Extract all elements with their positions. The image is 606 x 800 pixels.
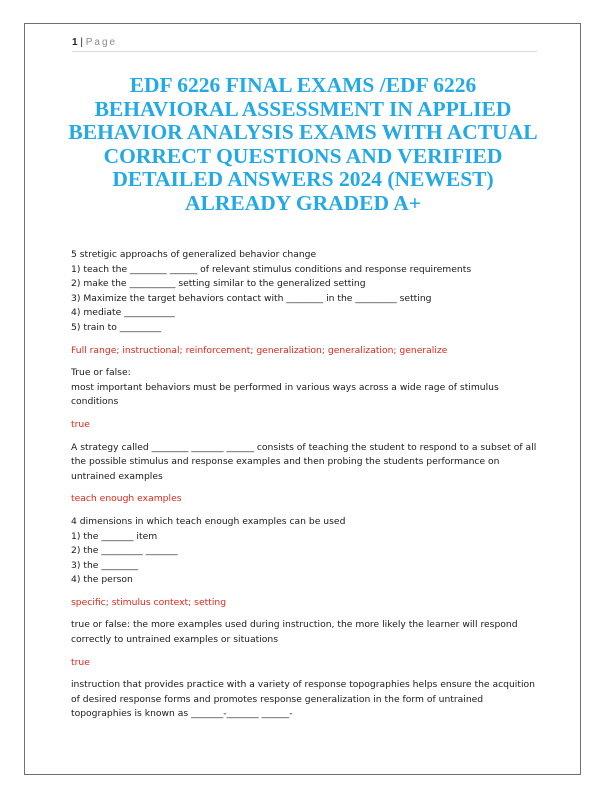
question-6: instruction that provides practice with a variety of response topographies helps ensure the acquition of desired response forms and promotes response generalization in the form of untrained topographies is known as _______-_______ ______- xyxy=(71,679,535,720)
question-2: True or false: most important behaviors must be performed in various ways across a wide rage of stimulus conditions xyxy=(71,367,499,408)
qa-content xyxy=(71,248,541,722)
page-word: Page xyxy=(85,37,118,48)
question-1: 5 stretigic approachs of generalized behavior change 1) teach the ________ ______ of relevant stimulus conditions and response requirements 2) make the __________ setting similar to the generalized setting 3) Maximize the target behaviors contact with ________ in the _________ setting 4) mediate ___________ 5) train to _________ xyxy=(71,249,472,333)
page-separator: | xyxy=(77,37,86,48)
question-4: 4 dimensions in which teach enough examples can be used 1) the _______ item 2) the _________ _______ 3) the ________ 4) the person xyxy=(71,515,346,586)
page-number: 1 xyxy=(72,37,78,48)
answer-1: Full range; instructional; reinforcement; generalization; generalization; generalize xyxy=(71,344,448,356)
document-title: EDF 6226 FINAL EXAMS /EDF 6226 BEHAVIORAL ASSESSMENT IN APPLIED BEHAVIOR ANALYSIS EXAMS WITH ACTUAL CORRECT QUESTIONS AND VERIFIED DETAILED ANSWERS 2024 (NEWEST) ALREADY GRADED A+ xyxy=(68,73,538,215)
answer-3: teach enough examples xyxy=(71,493,182,505)
answer-5: true xyxy=(71,656,90,668)
answer-4: specific; stimulus context; setting xyxy=(71,596,227,608)
question-3: A strategy called ________ _______ ______ consists of teaching the student to respond to a subset of all the possible stimulus and response examples and then probing the students performance on untrained examples xyxy=(71,441,537,482)
answer-2: true xyxy=(71,418,90,430)
page-header xyxy=(72,37,537,52)
question-5: true or false: the more examples used during instruction, the more likely the learner will respond correctly to untrained examples or situations xyxy=(71,619,518,646)
